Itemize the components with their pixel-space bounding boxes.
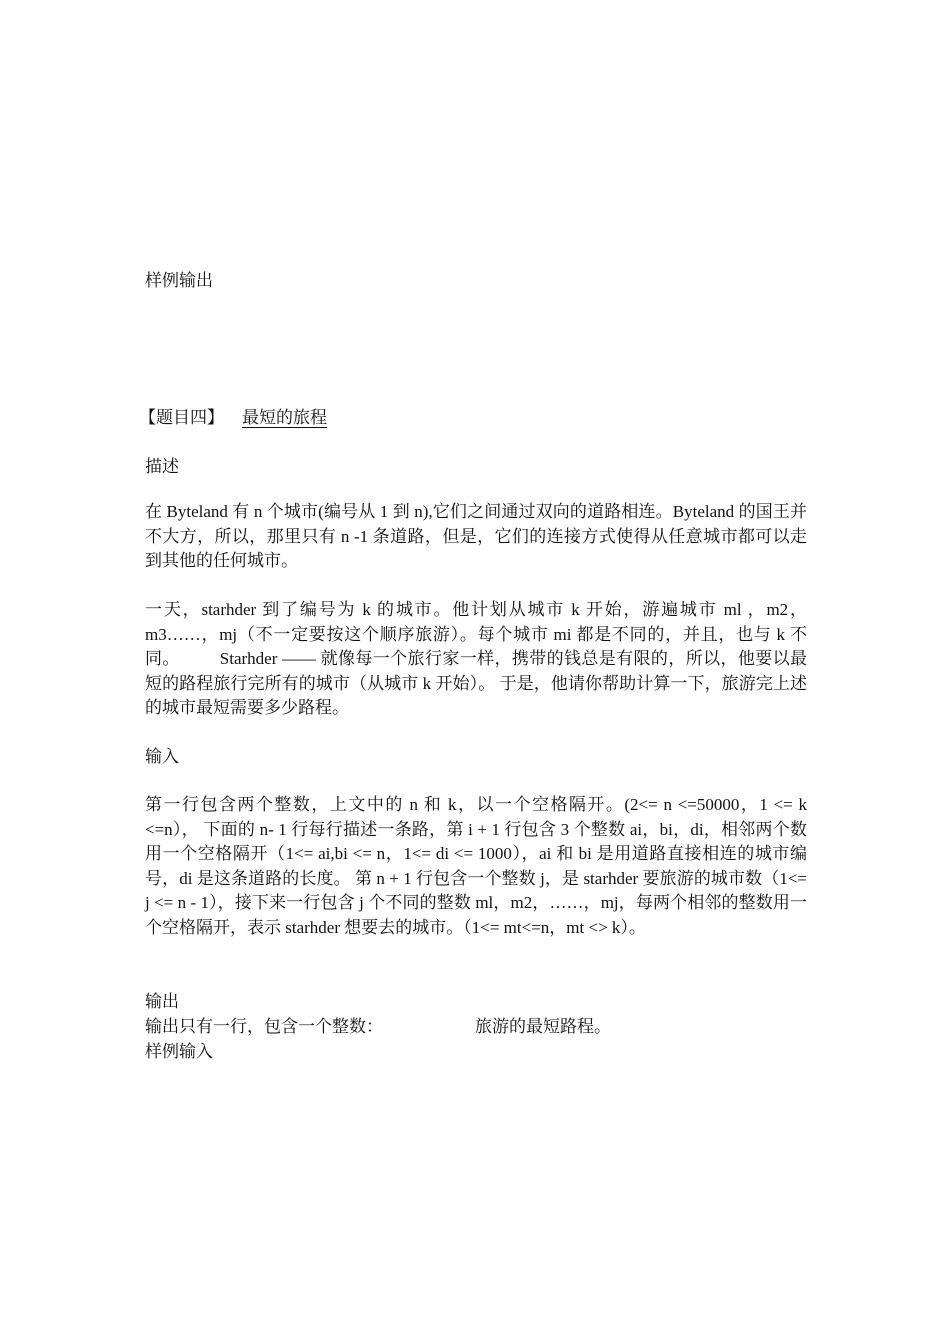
description-text-2b: Starhder —— 就像每一个旅行家一样，携带的钱总是有限的，所以，他要以最短的路程旅行完所有的城市（从城市 k 开始）。 于是，他请你帮助计算一下，旅游完上述的城市最短需要多少路程。 [145,649,808,717]
output-line [145,1015,611,1039]
problem-tag: 【题目四】 [139,408,224,427]
sample-input-heading: 样例输入 [145,1042,213,1061]
output-text-b: 旅游的最短路程。 [475,1017,611,1036]
problem-title: 最短的旅程 [242,408,327,427]
output-heading: 输出 [145,992,179,1011]
description-paragraph-2 [145,598,807,721]
description-text-2a: 一天，starhder 到了编号为 k 的城市。他计划从城市 k 开始，游遍城市 ml ，m2，m3……，mj（不一定要按这个顺序旅游）。每个城市 mi 都是不同的，并且，也与 k 不同。 [145,600,807,668]
description-paragraph-1 [145,500,807,574]
description-text-2 [145,598,807,721]
output-text-a: 输出只有一行，包含一个整数： [145,1017,383,1036]
description-heading: 描述 [145,457,179,476]
input-paragraph [145,793,807,940]
input-text: 第一行包含两个整数，上文中的 n 和 k，以一个空格隔开。(2<= n <=50000，1 <= k <=n）， 下面的 n- 1 行每行描述一条路，第 i + 1 行包含 3 个整数 ai，bi，di，相邻两个数用一个空格隔开（1<= ai,bi <= n，1<= di <= 1000），ai 和 bi 是用道路直接相连的城市编号，di 是这条道路的长度。 第 n + 1 行包含一个整数 j，是 starhder 要旅游的城市数（1<= j <= n - 1），接下来一行包含 j 个不同的整数 ml，m2，……，mj，每两个相邻的整数用一个空格隔开，表示 starhder 想要去的城市。（1<= mt<=n，mt <> k）。 [145,795,807,937]
problem-title-row [139,405,327,431]
input-heading: 输入 [145,747,179,766]
description-text-1: 在 Byteland 有 n 个城市(编号从 1 到 n),它们之间通过双向的道路相连。Byteland 的国王并不大方，所以，那里只有 n -1 条道路，但是，它们的连接方式使得从任意城市都可以走到其他的任何城市。 [145,502,807,570]
sample-output-heading: 样例输出 [145,271,213,290]
